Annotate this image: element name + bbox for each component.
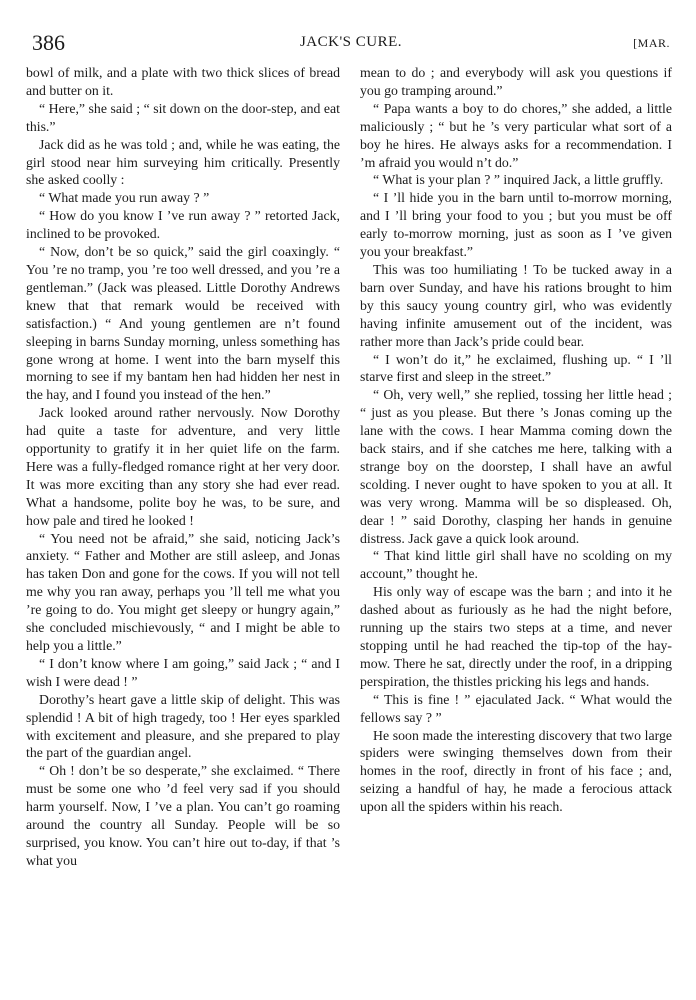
paragraph: “ You need not be afraid,” she said, noticing Jack’s anxiety. “ Father and Mother are still asleep, and Jonas has taken Don and gone for the cows. If you will not tell me why you ran away, perhaps you ’ll tell me what you ’re going to do. You might get sleepy or hungry again,” she concluded mischievously, “ and I might be able to help you a little.” [26, 530, 340, 653]
paragraph: bowl of milk, and a plate with two thick slices of bread and butter on it. [26, 65, 340, 98]
paragraph: His only way of escape was the barn ; and into it he dashed about as furiously as he had the night before, running up the stairs two steps at a time, and never stopping until he had reached the tip-top of the hay-mow. There he sat, directly under the roof, in a dripping perspiration, the thistles pricking his legs and hands. [360, 584, 672, 689]
paragraph: Jack did as he was told ; and, while he was eating, the girl stood near him surveying him critically. Presently she asked coolly : [26, 136, 340, 188]
paragraph: “ Papa wants a boy to do chores,” she added, a little maliciously ; “ but he ’s very particular what sort of a boy he hires. He always asks for a recommendation. I ’m afraid you would n’t do.” [360, 100, 672, 170]
right-column [360, 64, 672, 816]
page-number: 386 [32, 30, 65, 55]
paragraph: This was too humiliating ! To be tucked away in a barn over Sunday, and have his rations brought to him by this saucy young country girl, who was evidently having infinite amusement out of the incident, was rather more than Jack’s pride could bear. [360, 261, 672, 349]
paragraph: “ What is your plan ? ” inquired Jack, a little gruffly. [373, 172, 664, 188]
paragraph: “ I ’ll hide you in the barn until to-morrow morning, and I ’ll bring your food to you ; but you must be off early to-morrow morning, just as soon as I ’ve given you your breakfast.” [360, 190, 672, 260]
paragraph: Dorothy’s heart gave a little skip of delight. This was splendid ! A bit of high tragedy, too ! Her eyes sparkled with excitement and pleasure, and she prepared to play the part of the guardian angel. [26, 691, 340, 761]
paragraph: “ Oh, very well,” she replied, tossing her little head ; “ just as you please. But there ’s Jonas coming up the lane with the cows. I hear Mamma coming down the back stairs, and if she catches me here, talking with a strange boy on the doorstep, I shall have an awful scolding. I never ought to have spoken to you at all. It was very wrong. Mamma will be so displeased. Oh, dear ! ” said Dorothy, clasping her hands in genuine distress. Jack gave a quick look around. [360, 387, 672, 546]
paragraph: “ I don’t know where I am going,” said Jack ; “ and I wish I were dead ! ” [26, 655, 340, 689]
paragraph: “ Now, don’t be so quick,” said the girl coaxingly. “ You ’re no tramp, you ’re too well dressed, and you ’re a gentleman.” (Jack was pleased. Little Dorothy Andrews knew that that remark would be received with satisfaction.) “ And young gentlemen are n’t found sleeping in barns Sunday morning, unless something has gone wrong at home. I went into the barn myself this morning to see if my bantam hen had hidden her nest in the hay, and I found you instead of the hen.” [26, 244, 340, 403]
running-title: JACK'S CURE. [299, 34, 403, 50]
issue-month: [MAR. [633, 36, 670, 50]
paragraph: He soon made the interesting discovery that two large spiders were swinging themselves down from their homes in the roof, directly in front of his face ; and, seizing a handful of hay, he made a ferocious attack upon all the spiders within his reach. [360, 727, 672, 815]
paragraph: “ That kind little girl shall have no scolding on my account,” thought he. [360, 548, 672, 582]
paragraph: “ I won’t do it,” he exclaimed, flushing up. “ I ’ll starve first and sleep in the street.” [360, 351, 672, 385]
paragraph: “ Oh ! don’t be so desperate,” she exclaimed. “ There must be some one who ’d feel very sad if you should harm yourself. Now, I ’ve a plan. You can’t go roaming around the country all Sunday. People will be so surprised, you know. You can’t hire out to-day, if that ’s what you [26, 763, 340, 868]
paragraph: “ This is fine ! ” ejaculated Jack. “ What would the fellows say ? ” [360, 691, 672, 725]
page-header [32, 30, 670, 62]
left-column [26, 64, 340, 870]
paragraph: “ How do you know I ’ve run away ? ” retorted Jack, inclined to be provoked. [26, 208, 340, 242]
paragraph: “ What made you run away ? ” [39, 190, 210, 206]
paragraph: Jack looked around rather nervously. Now Dorothy had quite a taste for adventure, and very little opportunity to gratify it in her quiet life on the farm. Here was a fully-fledged romance right at her very door. It was more exciting than any story she had ever read. What a handsome, polite boy he was, to be sure, and how pale and tired he looked ! [26, 405, 340, 528]
paragraph: mean to do ; and everybody will ask you questions if you go tramping around.” [360, 65, 672, 98]
paragraph: “ Here,” she said ; “ sit down on the door-step, and eat this.” [26, 100, 340, 134]
